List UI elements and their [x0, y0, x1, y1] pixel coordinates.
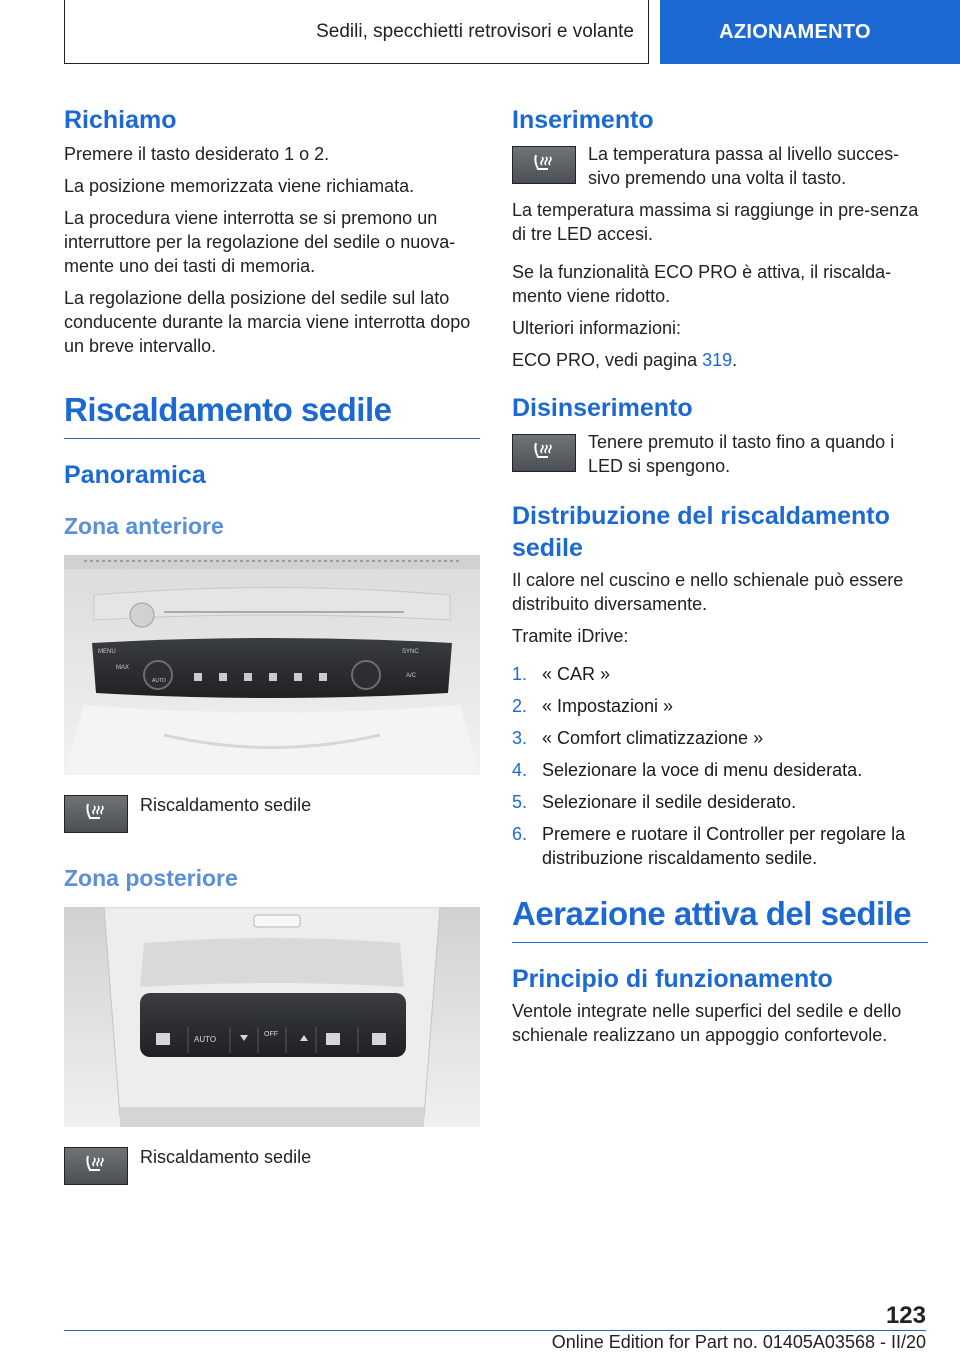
- eco-pro-reference: [512, 348, 928, 372]
- richiamo-paragraph-4: La regolazione della posizione del sedile sul lato conducente durante la marcia viene interrotta dopo un breve intervallo.: [64, 288, 471, 356]
- list-item: [512, 726, 928, 750]
- rear-seat-heating-label: Riscaldamento sedile: [140, 1147, 312, 1167]
- eco-pro-prefix: ECO PRO, vedi pagina: [512, 350, 703, 370]
- front-panel-auto-label: AUTO: [152, 678, 166, 684]
- zona-anteriore-heading: Zona anteriore: [64, 513, 224, 539]
- richiamo-paragraph-1: Premere il tasto desiderato 1 o 2.: [64, 144, 330, 164]
- seat-heating-button-front[interactable]: [64, 795, 128, 833]
- inserimento-paragraph-2: Se la funzionalità ECO PRO è attiva, il riscalda-mento viene ridotto.: [512, 262, 892, 306]
- header-chapter[interactable]: [660, 0, 960, 64]
- step-number: 3.: [512, 728, 528, 748]
- step-number: 1.: [512, 664, 528, 684]
- idrive-steps-list: [512, 662, 928, 870]
- disinserimento-heading: Disinserimento: [512, 394, 693, 422]
- front-console-photo: [64, 555, 480, 775]
- principio-heading: Principio di funzionamento: [512, 965, 833, 993]
- step-text: Selezionare il sedile desiderato.: [542, 792, 797, 812]
- right-column: [512, 100, 928, 1047]
- disinserimento-row: [512, 434, 928, 478]
- inserimento-icon-text: La temperatura passa al livello succes-sivo premendo una volta il tasto.: [588, 144, 900, 188]
- eco-pro-suffix: .: [732, 350, 738, 370]
- distribuzione-paragraph-2: Tramite iDrive:: [512, 626, 629, 646]
- step-text: « Comfort climatizzazione »: [542, 728, 764, 748]
- seat-heating-button-on[interactable]: [512, 146, 576, 184]
- seat-heating-icon: [82, 802, 110, 826]
- eco-pro-page-link[interactable]: 319: [702, 350, 733, 370]
- step-number: 4.: [512, 760, 528, 780]
- inserimento-heading: Inserimento: [512, 106, 654, 134]
- rear-panel-auto-label: AUTO: [194, 1035, 217, 1044]
- list-item: [512, 662, 928, 686]
- front-panel-ac-label: A/C: [406, 673, 417, 679]
- seat-heating-icon: [530, 153, 558, 177]
- step-number: 5.: [512, 792, 528, 812]
- disinserimento-icon-text: Tenere premuto il tasto fino a quando i LED si spengono.: [588, 432, 895, 476]
- list-item: [512, 790, 928, 814]
- seat-heating-button-off[interactable]: [512, 434, 576, 472]
- left-column: [64, 100, 480, 1185]
- richiamo-paragraph-2: La posizione memorizzata viene richiamata.: [64, 176, 415, 196]
- seat-heating-icon: [82, 1154, 110, 1178]
- step-text: « CAR »: [542, 664, 611, 684]
- page-number: 123: [885, 1302, 926, 1329]
- inserimento-paragraph-3: Ulteriori informazioni:: [512, 318, 682, 338]
- step-number: 6.: [512, 824, 528, 844]
- seat-heating-icon: [530, 441, 558, 465]
- distribuzione-paragraph-1: Il calore nel cuscino e nello schienale può essere distribuito diversamente.: [512, 570, 904, 614]
- step-text: Premere e ruotare il Controller per regolare la distribuzione riscaldamento sedile.: [542, 824, 906, 868]
- distribuzione-heading: Distribuzione del riscaldamento sedile: [512, 502, 890, 562]
- principio-paragraph-1: Ventole integrate nelle superfici del sedile e dello schienale realizzano un appoggio confortevole.: [512, 1001, 902, 1045]
- inserimento-row: [512, 146, 928, 190]
- richiamo-paragraph-3: La procedura viene interrotta se si premono un interruttore per la regolazione del sedile o nuova-mente uno dei tasti di memoria.: [64, 208, 456, 276]
- inserimento-paragraph-1: La temperatura massima si raggiunge in pre-senza di tre LED accesi.: [512, 200, 919, 244]
- riscaldamento-heading: Riscaldamento sedile: [64, 388, 480, 439]
- header-section-title: Sedili, specchietti retrovisori e volante: [316, 20, 634, 42]
- list-item: [512, 694, 928, 718]
- header-section: [64, 0, 649, 64]
- step-number: 2.: [512, 696, 528, 716]
- rear-console-illustration: [64, 907, 480, 1127]
- step-text: « Impostazioni »: [542, 696, 674, 716]
- footer-divider: [64, 1330, 926, 1331]
- front-seat-heating-row: [64, 795, 480, 833]
- rear-panel-off-label: OFF: [264, 1031, 278, 1038]
- front-panel-max-label: MAX: [116, 665, 130, 671]
- rear-console-photo: [64, 907, 480, 1127]
- richiamo-heading: Richiamo: [64, 106, 177, 134]
- header-chapter-title: AZIONAMENTO: [719, 20, 871, 43]
- rear-seat-heating-row: [64, 1147, 480, 1185]
- front-seat-heating-label: Riscaldamento sedile: [140, 795, 312, 815]
- zona-posteriore-heading: Zona posteriore: [64, 865, 238, 891]
- list-item: [512, 758, 928, 782]
- step-text: Selezionare la voce di menu desiderata.: [542, 760, 863, 780]
- front-panel-sync-label: SYNC: [402, 649, 419, 655]
- front-panel-menu-label: MENU: [98, 649, 116, 655]
- footer-edition: Online Edition for Part no. 01405A03568 - II/20: [551, 1332, 926, 1352]
- aerazione-heading: Aerazione attiva del sedile: [512, 892, 928, 943]
- seat-heating-button-rear[interactable]: [64, 1147, 128, 1185]
- list-item: [512, 822, 928, 870]
- panoramica-heading: Panoramica: [64, 461, 206, 489]
